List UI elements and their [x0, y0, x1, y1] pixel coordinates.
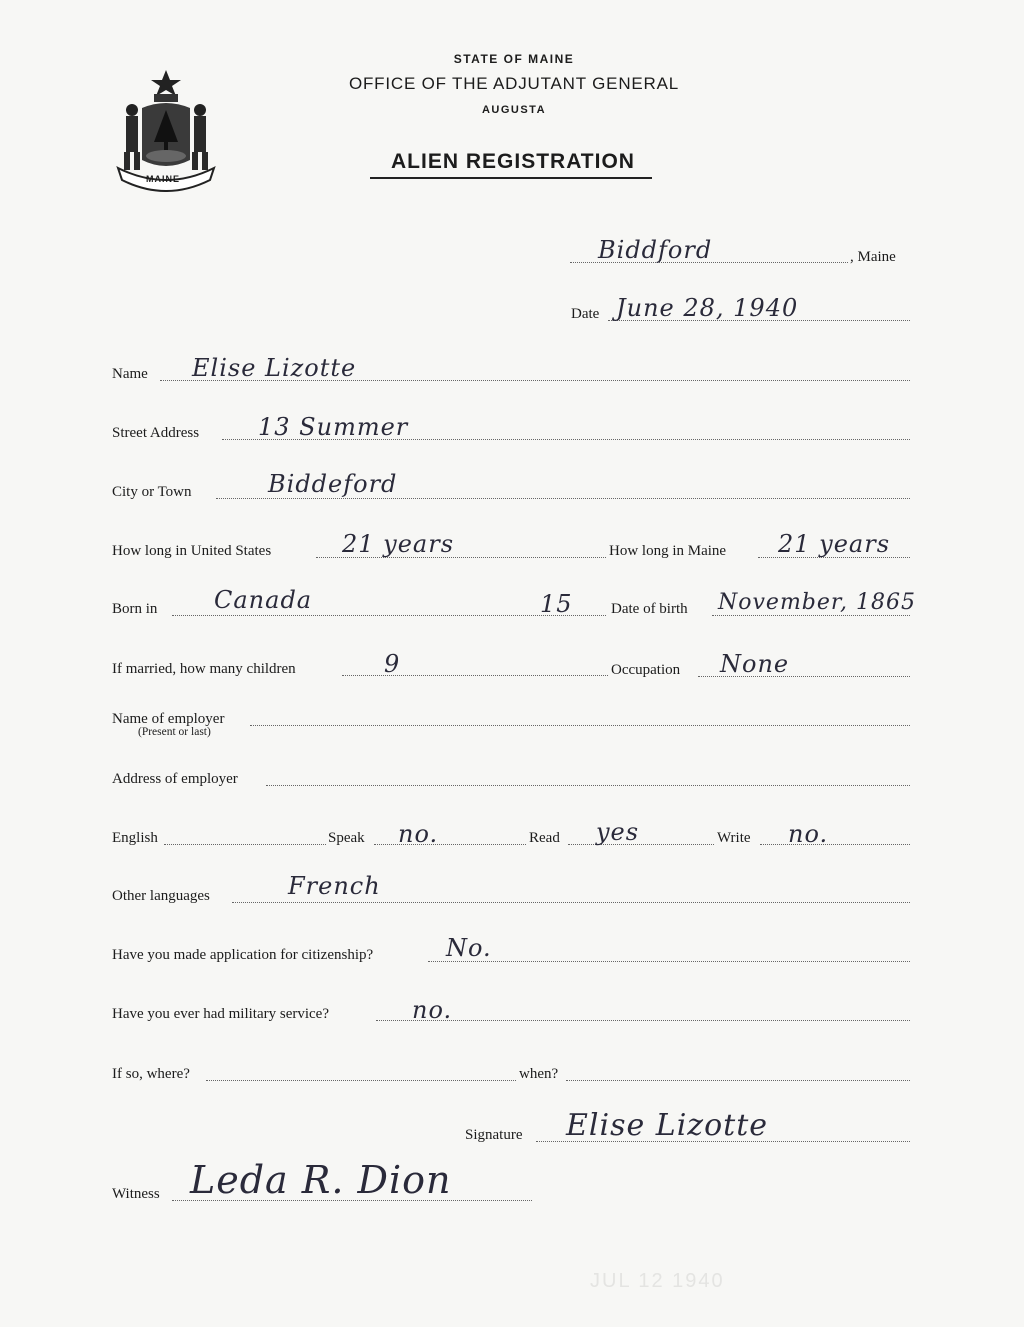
street-label: Street Address: [112, 425, 200, 441]
how-long-maine-label: How long in Maine: [609, 543, 727, 559]
write-value: no.: [788, 820, 829, 848]
other-lang-line: [232, 902, 910, 903]
other-lang-value: French: [288, 872, 381, 900]
where-line: [206, 1080, 516, 1081]
birth-day-value: 15: [540, 590, 573, 618]
born-in-value: Canada: [214, 586, 313, 614]
employer-address-line: [266, 785, 910, 786]
write-line: [760, 844, 910, 845]
city-value: Biddeford: [268, 470, 398, 498]
citizenship-value: No.: [446, 934, 492, 962]
dob-line: [712, 615, 910, 616]
form-title: ALIEN REGISTRATION: [391, 150, 635, 173]
place-value: Biddford: [598, 236, 713, 264]
date-value: June 28, 1940: [616, 294, 799, 322]
how-long-maine-value: 21 years: [778, 530, 891, 558]
header-state: STATE OF MAINE: [453, 52, 575, 66]
where-label: If so, where?: [112, 1066, 190, 1082]
military-line: [376, 1020, 910, 1021]
name-value: Elise Lizotte: [192, 354, 357, 382]
occupation-label: Occupation: [611, 662, 681, 678]
english-label: English: [112, 830, 158, 846]
when-line: [566, 1080, 910, 1081]
english-line: [164, 844, 326, 845]
read-value: yes: [596, 818, 640, 846]
children-value: 9: [384, 650, 401, 678]
city-line: [216, 498, 910, 499]
speak-value: no.: [398, 820, 439, 848]
received-stamp: JUL 12 1940: [590, 1270, 725, 1292]
header-city: AUGUSTA: [481, 104, 547, 116]
born-in-label: Born in: [112, 601, 158, 617]
place-suffix: , Maine: [850, 249, 896, 265]
signature-value: Elise Lizotte: [566, 1108, 769, 1143]
how-long-us-value: 21 years: [342, 530, 455, 558]
read-line: [568, 844, 714, 845]
state-seal-icon: [112, 64, 220, 192]
children-label: If married, how many children: [112, 661, 296, 677]
military-value: no.: [412, 996, 453, 1024]
occupation-value: None: [720, 650, 790, 678]
name-label: Name: [112, 366, 148, 382]
street-value: 13 Summer: [258, 413, 409, 441]
read-label: Read: [529, 830, 560, 846]
when-label: when?: [519, 1066, 559, 1082]
date-label: Date: [571, 306, 600, 322]
citizenship-line: [428, 961, 910, 962]
military-label: Have you ever had military service?: [112, 1006, 329, 1022]
witness-label: Witness: [112, 1186, 160, 1202]
city-label: City or Town: [112, 484, 192, 500]
citizenship-label: Have you made application for citizenship?: [112, 947, 374, 963]
dob-label: Date of birth: [611, 601, 688, 617]
speak-line: [374, 844, 526, 845]
children-line: [342, 675, 608, 676]
header-office: OFFICE OF THE ADJUTANT GENERAL: [348, 74, 680, 93]
employer-sub-label: (Present or last): [138, 726, 211, 738]
employer-address-label: Address of employer: [112, 771, 238, 787]
seal-banner-text: MAINE: [146, 174, 180, 184]
dob-value: November, 1865: [718, 590, 916, 615]
witness-value: Leda R. Dion: [190, 1158, 452, 1202]
how-long-us-label: How long in United States: [112, 543, 272, 559]
employer-label: Name of employer: [112, 711, 225, 727]
signature-label: Signature: [465, 1127, 523, 1143]
other-lang-label: Other languages: [112, 888, 210, 904]
write-label: Write: [717, 830, 751, 846]
employer-line: [250, 725, 910, 726]
speak-label: Speak: [328, 830, 365, 846]
title-underline: [370, 177, 652, 179]
